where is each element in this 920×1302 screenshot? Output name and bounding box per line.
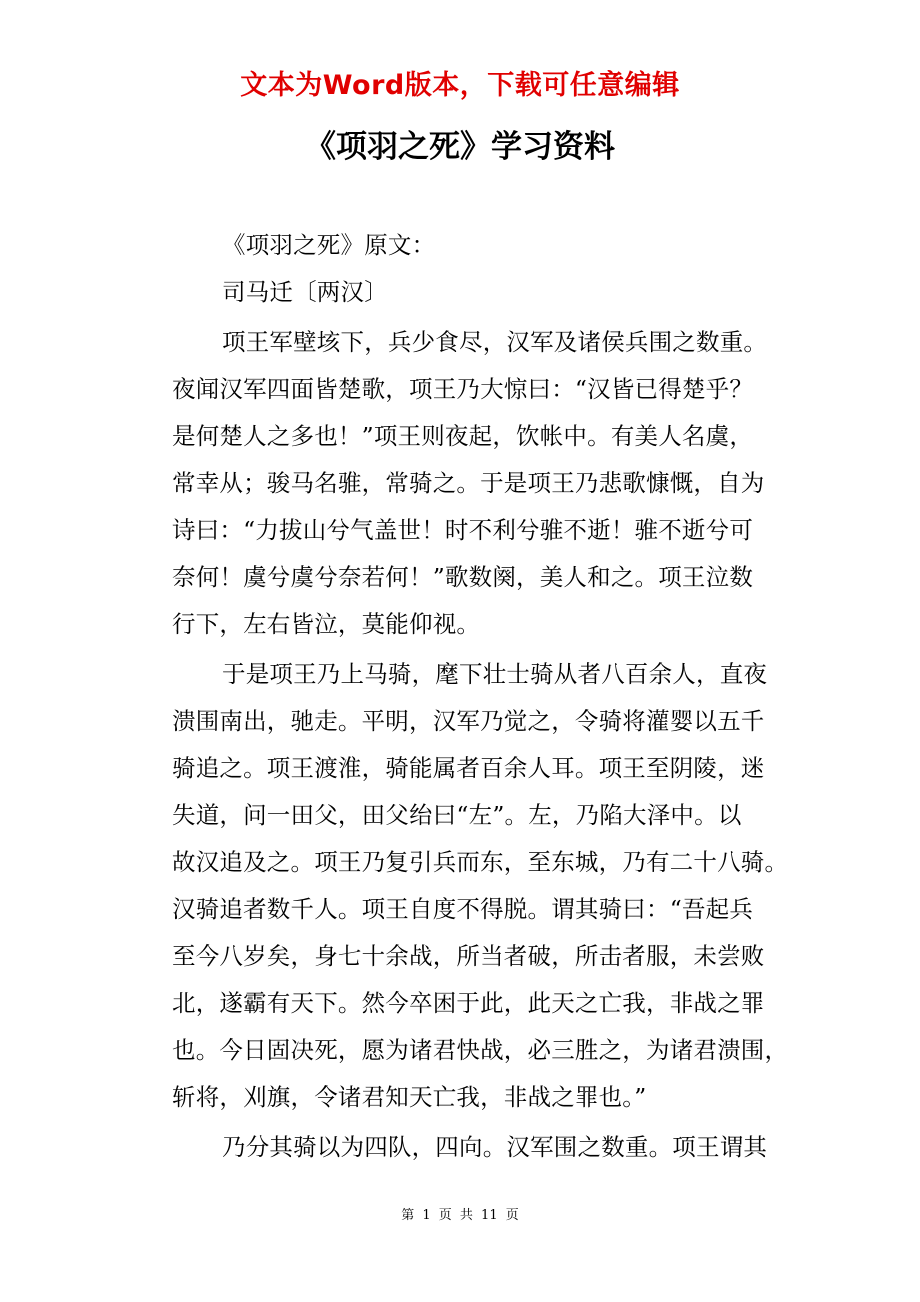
text-line: 诗曰：“力拔山兮气盖世！时不利兮骓不逝！骓不逝兮可 [172, 516, 754, 544]
text-line: 至今八岁矣，身七十余战，所当者破，所击者服，未尝败 [172, 942, 765, 970]
text-line: 司马迁〔两汉〕 [222, 278, 388, 306]
text-line: 也。今日固决死，愿为诸君快战，必三胜之，为诸君溃围， [172, 1036, 789, 1064]
document-body [172, 222, 789, 1171]
document-title: 《项羽之死》学习资料 [305, 129, 615, 165]
text-line: 汉骑追者数千人。项王自度不得脱。谓其骑曰：“吾起兵 [172, 895, 754, 923]
text-line: 行下，左右皆泣，莫能仰视。 [172, 610, 481, 638]
download-banner: 文本为Word版本，下载可任意编辑 [240, 70, 680, 101]
paragraph-first-line: 于是项王乃上马骑，麾下壮士骑从者八百余人，直夜 [222, 660, 768, 688]
text-line: 斩将，刈旗，令诸君知天亡我，非战之罪也。” [172, 1083, 647, 1111]
page-number: 第 1 页 共 11 页 [401, 1208, 519, 1223]
paragraph-first-line: 乃分其骑以为四队，四向。汉军围之数重。项王谓其 [222, 1133, 768, 1161]
text-line: 失道，问一田父，田父绐曰“左”。左，乃陷大泽中。以 [172, 801, 742, 829]
text-line: 常幸从；骏马名骓，常骑之。于是项王乃悲歌慷慨，自为 [172, 469, 765, 497]
paragraph-first-line: 项王军壁垓下，兵少食尽，汉军及诸侯兵围之数重。 [222, 328, 768, 356]
text-line: 奈何！虞兮虞兮奈若何！”歌数阕，美人和之。项王泣数 [172, 563, 754, 591]
text-line: 故汉追及之。项王乃复引兵而东，至东城，乃有二十八骑。 [172, 848, 789, 876]
text-line: 北，遂霸有天下。然今卒困于此，此天之亡我，非战之罪 [172, 989, 765, 1017]
text-line: 骑追之。项王渡淮，骑能属者百余人耳。项王至阴陵，迷 [172, 754, 765, 782]
text-line: 《项羽之死》原文： [222, 231, 436, 259]
text-line: 溃围南出，驰走。平明，汉军乃觉之，令骑将灌婴以五千 [172, 707, 765, 735]
text-line: 是何楚人之多也！”项王则夜起，饮帐中。有美人名虞， [172, 422, 754, 450]
text-line: 夜闻汉军四面皆楚歌，项王乃大惊曰：“汉皆已得楚乎？ [172, 375, 754, 403]
